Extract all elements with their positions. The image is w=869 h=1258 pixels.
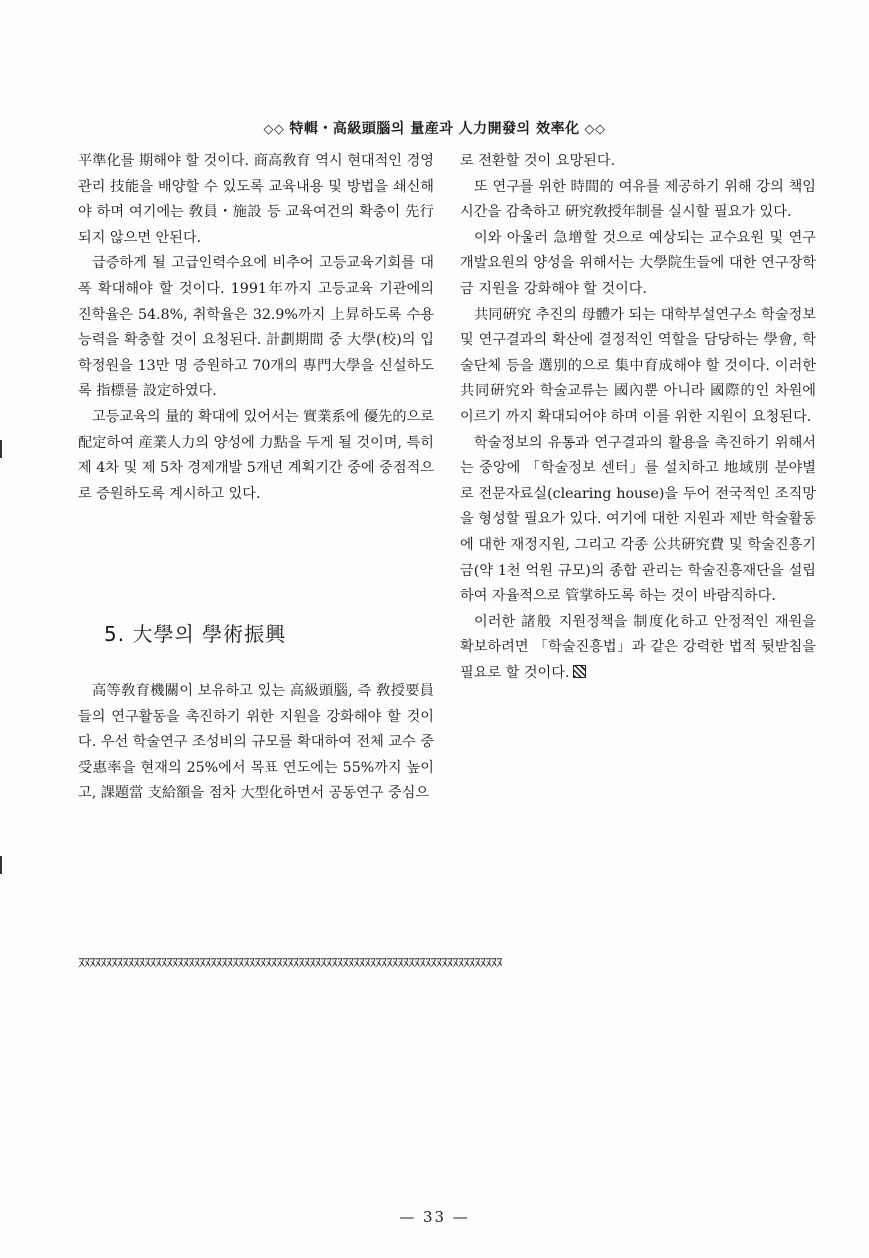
paragraph: 또 연구를 위한 時間的 여유를 제공하기 위해 강의 책임시간을 감축하고 硏究敎授年制를 실시할 필요가 있다.: [460, 178, 816, 221]
header-right-marks: ◇◇: [584, 122, 606, 137]
last-paragraph: [460, 610, 816, 687]
section-body: [78, 679, 434, 807]
paragraph: 학술정보의 유통과 연구결과의 활용을 촉진하기 위해서는 중앙에 「학술정보 센터」를 설치하고 地域別 분야별로 전문자료실(clearing house)을 두어 전국적인 조직망을 형성할 필요가 있다. 여기에 대한 지원과 제반 학술활동에 대한 재정지원, 그리고 각종 公共硏究費 및 학술진흥기금(약 1천 억원 규모)의 종합 관리는 학술진흥재단을 설립하여 자율적으로 管掌하도록 하는 것이 바람직하다.: [460, 434, 816, 605]
paragraph: 로 전환할 것이 요망된다.: [460, 153, 616, 169]
paragraph: 급증하게 될 고급인력수요에 비추어 고등교육기회를 대폭 확대해야 할 것이다. 1991年까지 고등교육 기관에의 진학율은 54.8%, 취학율은 32.9%까지 上昇하도록 수용능력을 확충할 것이 요청된다. 計劃期間 중 大學(校)의 입학정원을 13만 명 증원하고 70개의 專門大學을 신설하도록 指標를 設定하였다.: [78, 255, 434, 400]
left-column: [78, 149, 434, 507]
section-heading: 5. 大學의 學術振興: [104, 622, 287, 646]
header-left-marks: ◇◇: [263, 122, 285, 137]
paragraph: 高等敎育機關이 보유하고 있는 高級頭腦, 즉 敎授要員들의 연구활동을 촉진하기 위한 지원을 강화해야 할 것이다. 우선 학술연구 조성비의 규모를 확대하여 전체 교수 중 受惠率을 현재의 25%에서 목표 연도에는 55%까지 높이고, 課題當 支給額을 점차 大型化하면서 공동연구 중심으: [78, 683, 434, 802]
header-title: 特輯・高級頭腦의 量産과 人力開發의 效率化: [289, 121, 580, 137]
paragraph: 고등교육의 量的 확대에 있어서는 實業系에 優先的으로 配定하여 産業人力의 양성에 力點을 두게 될 것이며, 특히 제 4차 및 제 5차 경제개발 5개년 계획기간 중에 중점적으로 증원하도록 계시하고 있다.: [78, 408, 434, 502]
paragraph: 共同硏究 추진의 母體가 되는 대학부설연구소 학술정보 및 연구결과의 확산에 결정적인 역할을 담당하는 學會, 학술단체 등을 選別的으로 集中育成해야 할 것이다. 이러한 共同硏究와 학술교류는 國內뿐 아니라 國際的인 차원에 이르기 까지 확대되어야 하며 이를 위한 지원이 요청된다.: [460, 306, 816, 425]
paragraph: 이와 아울러 急增할 것으로 예상되는 교수요원 및 연구개발요원의 양성을 위해서는 大學院生들에 대한 연구장학금 지원을 강화해야 할 것이다.: [460, 229, 816, 297]
end-mark-icon: [573, 665, 586, 678]
page-number: — 33 —: [399, 1208, 470, 1226]
margin-tick: [0, 440, 2, 458]
running-header: [0, 118, 869, 138]
paragraph-text: 이러한 諸般 지원정책을 制度化하고 안정적인 재원을 확보하려면 「학술진흥법」과 같은 강력한 법적 뒷받침을 필요로 할 것이다.: [460, 613, 816, 681]
paragraph: 平準化를 期해야 할 것이다. 商高敎育 역시 현대적인 경영관리 技能을 배양할 수 있도록 교육내용 및 방법을 쇄신해야 하며 여기에는 敎員・施設 등 교육여건의 확충이 先行되지 않으면 안된다.: [78, 153, 434, 246]
right-column: [460, 149, 816, 686]
margin-tick: [0, 856, 2, 874]
decorative-divider: ﾇﾇﾇﾇﾇﾇﾇﾇﾇﾇﾇﾇﾇﾇﾇﾇﾇﾇﾇﾇﾇﾇﾇﾇﾇﾇﾇﾇﾇﾇﾇﾇﾇﾇﾇﾇﾇﾇﾇﾇﾇﾇﾇﾇﾇﾇﾇﾇﾇﾇﾇﾇﾇﾇﾇﾇﾇﾇﾇﾇﾇﾇﾇﾇﾇﾇﾇﾇﾇﾇﾇﾇﾇﾇﾇﾇﾇ: [78, 957, 502, 971]
